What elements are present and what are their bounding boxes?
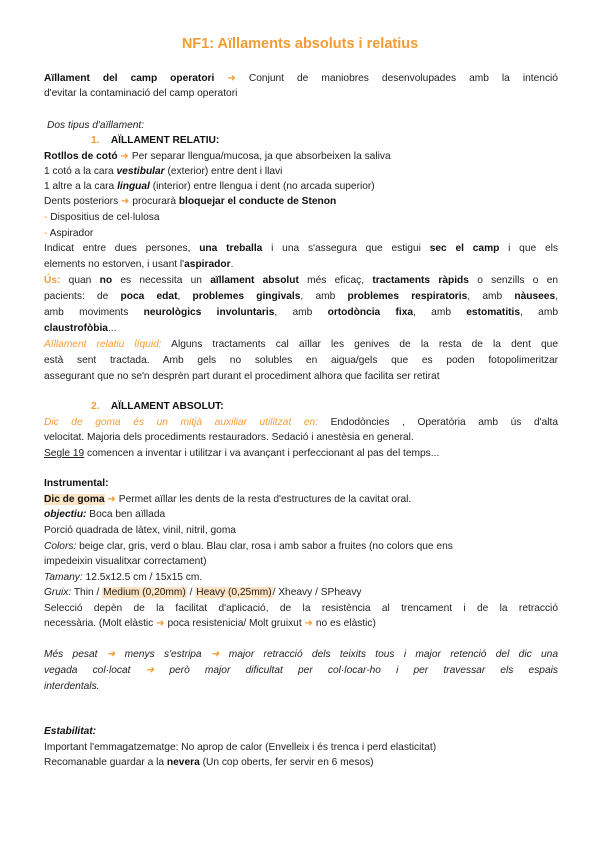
text: es necessita un bbox=[112, 275, 211, 286]
bold-text: estomatitis bbox=[466, 307, 521, 318]
mes-pesat-line-2 bbox=[44, 664, 558, 677]
bold-text: sec el camp bbox=[429, 243, 500, 254]
dic-line-2: velocitat. Majoria dels procediments restauradors. Sedació i anestèsia en general. bbox=[44, 432, 414, 443]
intro-line-1 bbox=[44, 72, 558, 85]
colors-term: Colors: bbox=[44, 541, 77, 552]
liquid-line-1 bbox=[44, 338, 558, 351]
text: necessària. (Molt elàstic bbox=[44, 618, 157, 629]
text: Endodòncies , Operatòria amb ús d'alta bbox=[317, 417, 558, 428]
recomanable-line bbox=[44, 756, 558, 769]
text: major retracció dels teixits tous i major retenció del dic una bbox=[219, 649, 558, 660]
section-1-heading bbox=[91, 134, 600, 147]
seleccio-line-2 bbox=[44, 617, 558, 630]
text: menys s'estripa bbox=[115, 649, 211, 660]
instrumental-title: Instrumental: bbox=[44, 478, 109, 489]
bold-text: claustrofòbia bbox=[44, 323, 108, 334]
bold-text: problemes respiratoris bbox=[347, 291, 468, 302]
arrow-icon: ➜ bbox=[156, 618, 165, 629]
text: Dispositius de cel·lulosa bbox=[50, 212, 160, 223]
arrow-icon: ➜ bbox=[210, 649, 220, 660]
text: comencen a inventar i utilitzar i va avançant i perfeccionant al pas del temps... bbox=[84, 448, 440, 459]
page-title: NF1: Aïllaments absoluts i relatius bbox=[181, 36, 419, 52]
us-line-1 bbox=[44, 274, 558, 287]
text: o senzills o en bbox=[468, 275, 559, 286]
rotllos-term: Rotllos de cotó bbox=[44, 151, 118, 162]
intro-def: Conjunt de maniobres desenvolupades amb la intenció bbox=[248, 73, 558, 84]
heavy-highlight: Heavy (0,25mm) bbox=[196, 587, 272, 598]
rotllos-line bbox=[44, 150, 558, 163]
text: 12.5x12.5 cm / 15x15 cm. bbox=[82, 572, 203, 583]
text: , amb bbox=[520, 307, 558, 318]
text: amb moviments bbox=[44, 307, 144, 318]
bold-text: aïllament absolut bbox=[210, 275, 299, 286]
bold-text: tractaments ràpids bbox=[372, 275, 469, 286]
text: Indicat entre dues persones, bbox=[44, 243, 200, 254]
gruix-line bbox=[44, 586, 558, 599]
arrow-icon: ➜ bbox=[227, 73, 236, 84]
arrow-icon: ➜ bbox=[120, 151, 129, 162]
indicat-line-1 bbox=[44, 242, 558, 255]
porcio-line: Porció quadrada de làtex, vinil, nitril, goma bbox=[44, 525, 236, 536]
text: Thin / bbox=[71, 587, 103, 598]
dic-de-goma-line bbox=[44, 493, 558, 506]
section-2-title: AÏLLAMENT ABSOLUT: bbox=[110, 401, 224, 412]
liquid-line-3: assegurant que no se'n desprèn part durant el procediment alhora que facilita ser retirat bbox=[44, 371, 440, 382]
objectiu-line bbox=[44, 508, 558, 521]
us-line-4 bbox=[44, 322, 558, 335]
rotllos-text: Per separar llengua/mucosa, ja que absorbeixen la saliva bbox=[131, 151, 391, 162]
medium-highlight: Medium (0,20mm) bbox=[103, 587, 186, 598]
text: més eficaç, bbox=[298, 275, 373, 286]
us-line-3 bbox=[44, 306, 558, 319]
us-line-2 bbox=[44, 290, 558, 303]
text: i que els bbox=[499, 243, 558, 254]
text: , bbox=[177, 291, 193, 302]
objectiu-term: objectiu: bbox=[44, 509, 87, 520]
text: , bbox=[555, 291, 558, 302]
text: però major dificultat per col·locar-ho i per travessar els espais bbox=[154, 665, 558, 676]
liquid-line-2: està sent tractada. Amb gels no solubles en aigua/gels que es poden fotopolimeritzar bbox=[44, 355, 558, 366]
text: . bbox=[230, 259, 234, 270]
dash: - bbox=[44, 228, 50, 239]
text: vegada col·locat bbox=[44, 665, 146, 676]
lingual-term: lingual bbox=[117, 181, 150, 192]
vestibular-term: vestibular bbox=[116, 166, 165, 177]
colors-line-2: impedeixin visualitxar correctament) bbox=[44, 556, 207, 567]
bold-text: problemes gingivals bbox=[192, 291, 301, 302]
text: (Un cop oberts, fer servir en 6 mesos) bbox=[199, 757, 374, 768]
important-line bbox=[44, 741, 558, 754]
text: , amb bbox=[413, 307, 467, 318]
aspirador-line bbox=[44, 227, 558, 240]
text: / bbox=[186, 587, 196, 598]
nevera-term: nevera bbox=[166, 757, 200, 768]
text: Aspirador bbox=[49, 228, 94, 239]
text: 1 altre a la cara bbox=[44, 181, 118, 192]
section-1-number: 1. bbox=[91, 135, 100, 146]
arrow-icon: ➜ bbox=[106, 649, 116, 660]
bold-text: poca edat bbox=[120, 291, 178, 302]
text: i una s'assegura que estigui bbox=[262, 243, 430, 254]
text: , amb bbox=[300, 291, 348, 302]
bold-text: nàusees bbox=[514, 291, 556, 302]
text: beige clar, gris, verd o blau. Blau clar, rosa i amb sabor a fruites (no colors que ens bbox=[76, 541, 453, 552]
text: Boca ben aïllada bbox=[86, 509, 166, 520]
arrow-icon: ➜ bbox=[145, 665, 155, 676]
liquid-term: Aïllament relatiu líquid: bbox=[44, 339, 162, 350]
text: ... bbox=[107, 323, 117, 334]
text: Alguns tractaments cal aïllar les genives de la resta de la dent que bbox=[161, 339, 558, 350]
arrow-icon: ➜ bbox=[304, 618, 314, 629]
gruix-term: Gruix: bbox=[44, 587, 72, 598]
text: 1 cotó a la cara bbox=[44, 166, 117, 177]
cotó-vestibular-line bbox=[44, 165, 558, 178]
text: Permet aïllar les dents de la resta d'estructures de la cavitat oral. bbox=[115, 494, 412, 505]
colors-line-1 bbox=[44, 540, 558, 553]
bold-text: aspirador bbox=[184, 259, 231, 270]
section-2-heading bbox=[91, 400, 600, 413]
text: , amb bbox=[274, 307, 328, 318]
mes-pesat-line-3: interdentals. bbox=[44, 681, 100, 692]
text: poca resistenicia/ Molt gruixut bbox=[164, 618, 305, 629]
segle-term: Segle 19 bbox=[44, 448, 85, 459]
dic-de-goma-term: Dic de goma bbox=[44, 494, 105, 505]
dic-term: Dic de goma és un mitjà auxiliar utilitzat en: bbox=[44, 417, 318, 428]
text: (exterior) entre dent i llavi bbox=[164, 166, 283, 177]
intro-line-2: d'evitar la contaminació del camp operatori bbox=[44, 88, 238, 99]
text: No aprop de calor (Envelleix i és trenca i perd elasticitat) bbox=[178, 742, 437, 753]
dash: - bbox=[44, 212, 51, 223]
cotó-lingual-line bbox=[44, 180, 558, 193]
arrow-icon: ➜ bbox=[107, 494, 116, 505]
text: procurarà bbox=[129, 196, 179, 207]
text: quan bbox=[60, 275, 100, 286]
dispositius-line bbox=[44, 211, 558, 224]
stenon-term: bloquejar el conducte de Stenon bbox=[178, 196, 337, 207]
bold-text: no bbox=[99, 275, 113, 286]
text: / Xheavy / SPheavy bbox=[272, 587, 362, 598]
tamany-line bbox=[44, 571, 558, 584]
dic-line-1 bbox=[44, 416, 558, 429]
text: Recomanable guardar a la bbox=[44, 757, 167, 768]
intro-term: Aïllament del camp operatori bbox=[44, 73, 215, 84]
text: Dents posteriors bbox=[44, 196, 122, 207]
bold-text: neurològics involuntaris bbox=[143, 307, 275, 318]
section-2-number: 2. bbox=[91, 401, 100, 412]
mes-pesat-line-1 bbox=[44, 648, 558, 661]
section-1-title: AÏLLAMENT RELATIU: bbox=[110, 135, 220, 146]
text: no es elàstic) bbox=[313, 618, 376, 629]
indicat-line-2 bbox=[44, 258, 558, 271]
arrow-icon: ➜ bbox=[121, 196, 130, 207]
text: , amb bbox=[467, 291, 515, 302]
dos-tipus: Dos tipus d'aïllament: bbox=[47, 120, 145, 131]
text: Més pesat bbox=[44, 649, 107, 660]
us-label: Ús: bbox=[44, 275, 61, 286]
dents-posteriors-line bbox=[44, 195, 558, 208]
important-term: Important l'emmagatzematge: bbox=[44, 742, 179, 753]
bold-text: ortodòncia fixa bbox=[327, 307, 414, 318]
segle-line bbox=[44, 447, 558, 460]
text: pacients: de bbox=[44, 291, 121, 302]
seleccio-line-1: Selecció depèn de la facilitat d'aplicació, de la resistència al trencament i de la retracció bbox=[44, 603, 558, 614]
text: (interior) entre llengua i dent (no arcada superior) bbox=[149, 181, 375, 192]
text: elements no estorven, i usant l' bbox=[44, 259, 185, 270]
bold-text: una treballa bbox=[199, 243, 263, 254]
tamany-term: Tamany: bbox=[44, 572, 83, 583]
estabilitat-title: Estabilitat: bbox=[44, 726, 97, 737]
